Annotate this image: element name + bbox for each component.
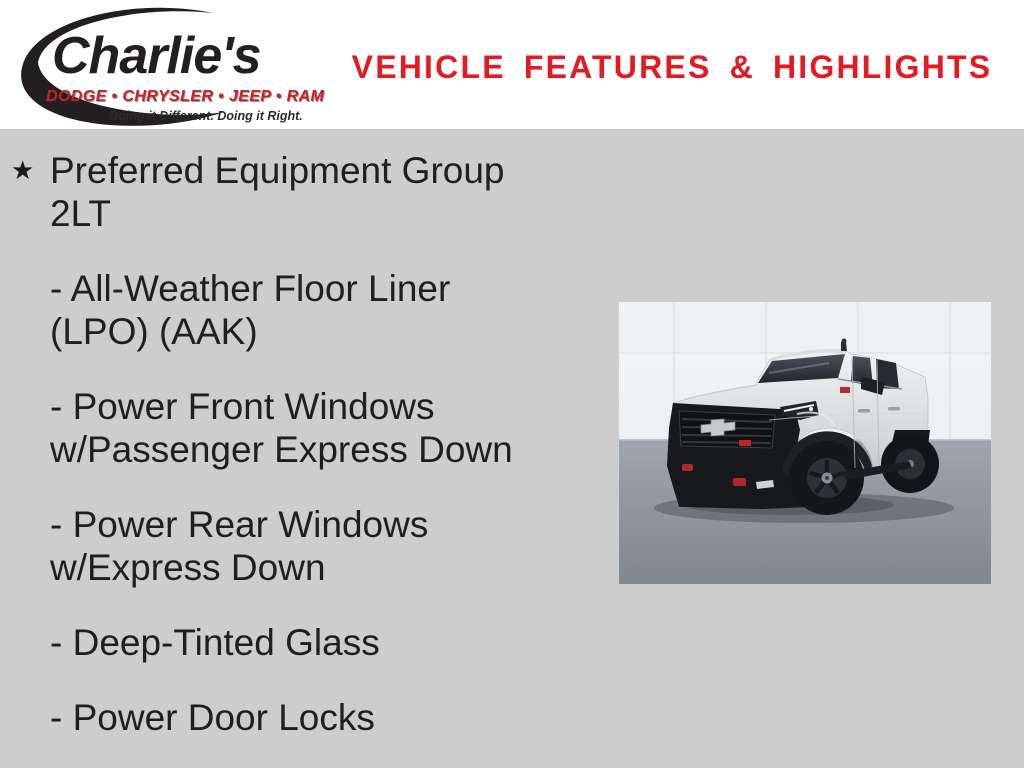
page-title: VEHICLE FEATURES & HIGHLIGHTS [351, 49, 993, 85]
feature-line: 2LT [50, 193, 112, 234]
features-list [50, 149, 605, 739]
feature-item [50, 621, 605, 664]
feature-line: w/Express Down [50, 547, 326, 588]
tow-hook [733, 478, 746, 486]
feature-item [50, 503, 605, 589]
feature-line: Preferred Equipment Group [50, 150, 505, 191]
dealer-brands: DODGE • CHRYSLER • JEEP • RAM [46, 88, 325, 105]
header [0, 0, 1024, 130]
feature-line: - Power Door Locks [50, 697, 375, 738]
feature-item [50, 149, 605, 235]
feature-line: - Power Front Windows [50, 386, 435, 427]
feature-line: (LPO) (AAK) [50, 311, 258, 352]
dealer-tagline: Doing it Different. Doing it Right. [109, 109, 303, 123]
feature-line: - All-Weather Floor Liner [50, 268, 451, 309]
feature-line: - Power Rear Windows [50, 504, 429, 545]
feature-item [50, 696, 605, 739]
vehicle-photo [619, 302, 991, 584]
feature-item [50, 385, 605, 471]
feature-item [50, 267, 605, 353]
star-bullet-icon: ★ [11, 155, 35, 185]
feature-line: w/Passenger Express Down [50, 429, 513, 470]
dealer-name: Charlie's [52, 27, 261, 85]
feature-line: - Deep-Tinted Glass [50, 622, 380, 663]
z71-hood-badge [840, 387, 850, 393]
tow-hook [682, 464, 693, 471]
z71-badge [739, 440, 751, 446]
truck-illustration [619, 302, 991, 584]
dealer-logo [8, 4, 325, 126]
